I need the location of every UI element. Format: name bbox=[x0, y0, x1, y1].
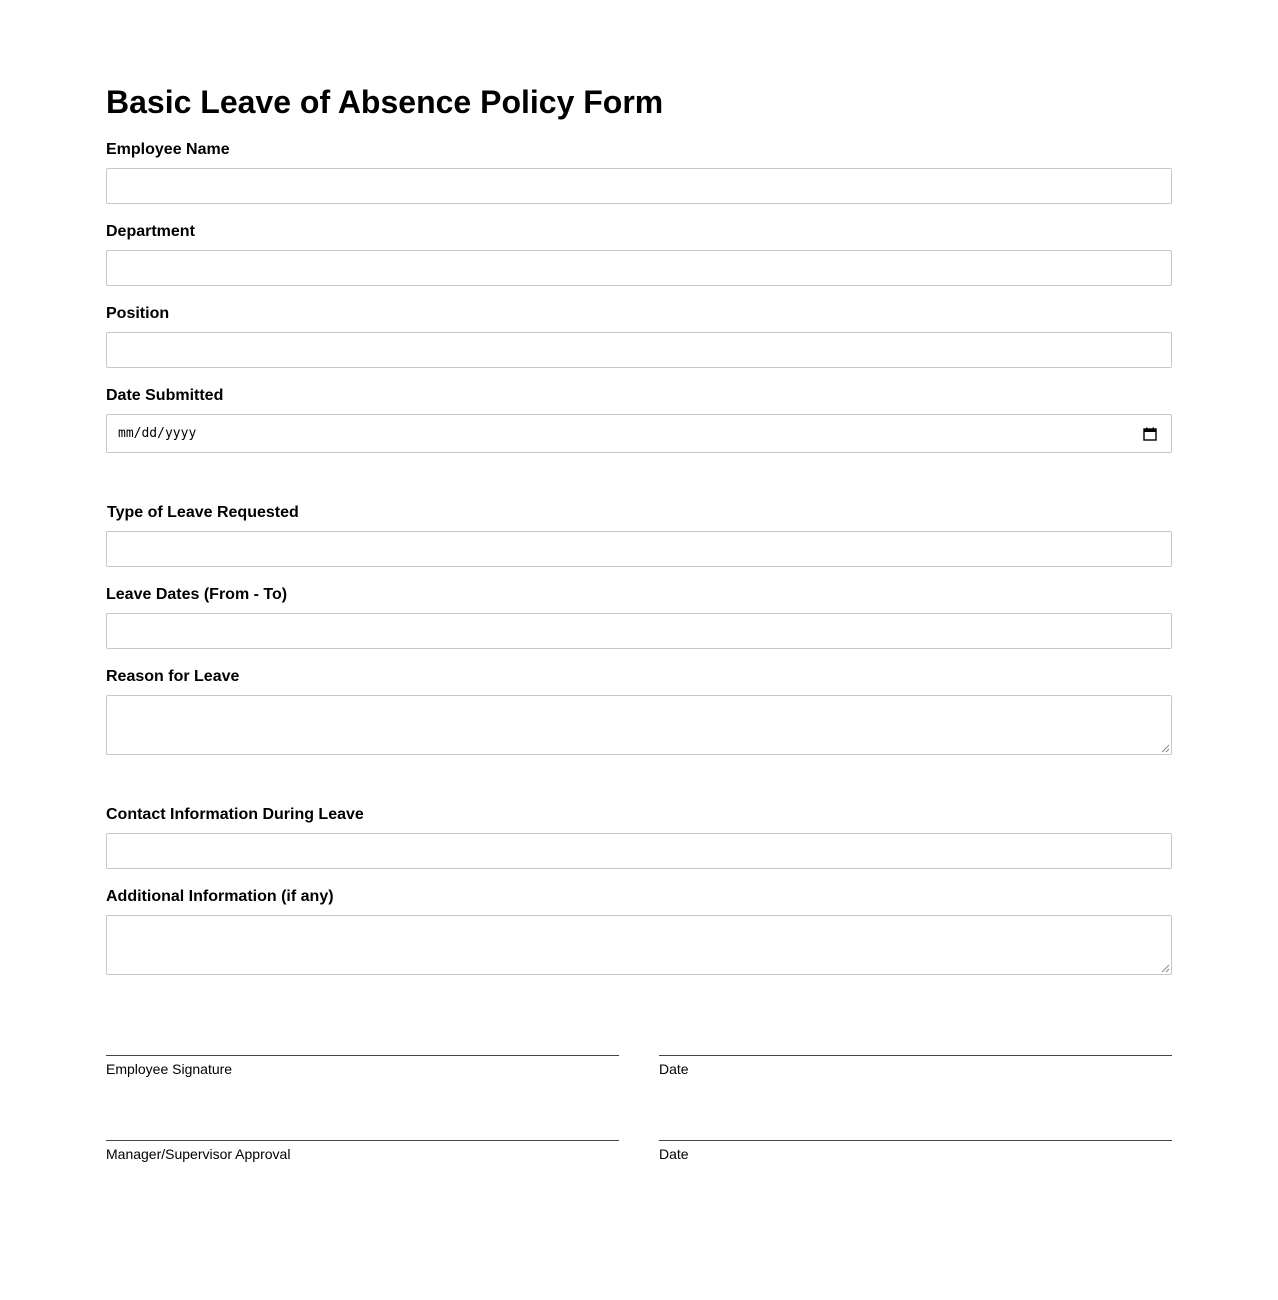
employee-date-line bbox=[659, 1055, 1172, 1056]
date-submitted-input[interactable] bbox=[106, 414, 1172, 453]
field-type-of-leave bbox=[106, 503, 1172, 567]
reason-label: Reason for Leave bbox=[106, 668, 240, 685]
manager-approval-line bbox=[106, 1140, 619, 1141]
department-input[interactable] bbox=[106, 250, 1172, 286]
leave-dates-input[interactable] bbox=[106, 613, 1172, 649]
additional-info-textarea[interactable] bbox=[106, 915, 1172, 975]
field-additional-info bbox=[106, 887, 1172, 975]
resize-handle-icon[interactable] bbox=[1161, 964, 1170, 973]
type-of-leave-input[interactable] bbox=[106, 531, 1172, 567]
manager-date-label: Date bbox=[659, 1146, 689, 1162]
employee-date-block bbox=[659, 1055, 1172, 1077]
employee-name-input[interactable] bbox=[106, 168, 1172, 204]
field-contact-info bbox=[106, 805, 1172, 869]
reason-textarea[interactable] bbox=[106, 695, 1172, 755]
employee-signature-label: Employee Signature bbox=[106, 1061, 233, 1077]
manager-date-line bbox=[659, 1140, 1172, 1141]
employee-signature-block bbox=[106, 1055, 619, 1077]
field-reason bbox=[106, 667, 1172, 755]
field-date-submitted bbox=[106, 386, 1172, 453]
employee-date-label: Date bbox=[659, 1061, 689, 1077]
field-department bbox=[106, 222, 1172, 286]
form-title: Basic Leave of Absence Policy Form bbox=[106, 84, 664, 120]
field-employee-name bbox=[106, 140, 1172, 204]
position-label: Position bbox=[106, 305, 170, 322]
contact-info-label: Contact Information During Leave bbox=[106, 806, 364, 823]
type-of-leave-label: Type of Leave Requested bbox=[107, 504, 299, 521]
leave-dates-label: Leave Dates (From - To) bbox=[106, 586, 288, 603]
manager-approval-block bbox=[106, 1140, 619, 1162]
date-submitted-label: Date Submitted bbox=[106, 387, 224, 404]
manager-date-block bbox=[659, 1140, 1172, 1162]
department-label: Department bbox=[106, 223, 195, 240]
position-input[interactable] bbox=[106, 332, 1172, 368]
manager-approval-label: Manager/Supervisor Approval bbox=[106, 1146, 291, 1162]
field-leave-dates bbox=[106, 585, 1172, 649]
resize-handle-icon[interactable] bbox=[1161, 744, 1170, 753]
additional-info-label: Additional Information (if any) bbox=[106, 888, 334, 905]
contact-info-input[interactable] bbox=[106, 833, 1172, 869]
calendar-icon[interactable] bbox=[1143, 427, 1157, 441]
field-position bbox=[106, 304, 1172, 368]
employee-signature-line bbox=[106, 1055, 619, 1056]
date-placeholder: mm/dd/yyyy bbox=[118, 426, 197, 441]
employee-name-label: Employee Name bbox=[106, 141, 230, 158]
